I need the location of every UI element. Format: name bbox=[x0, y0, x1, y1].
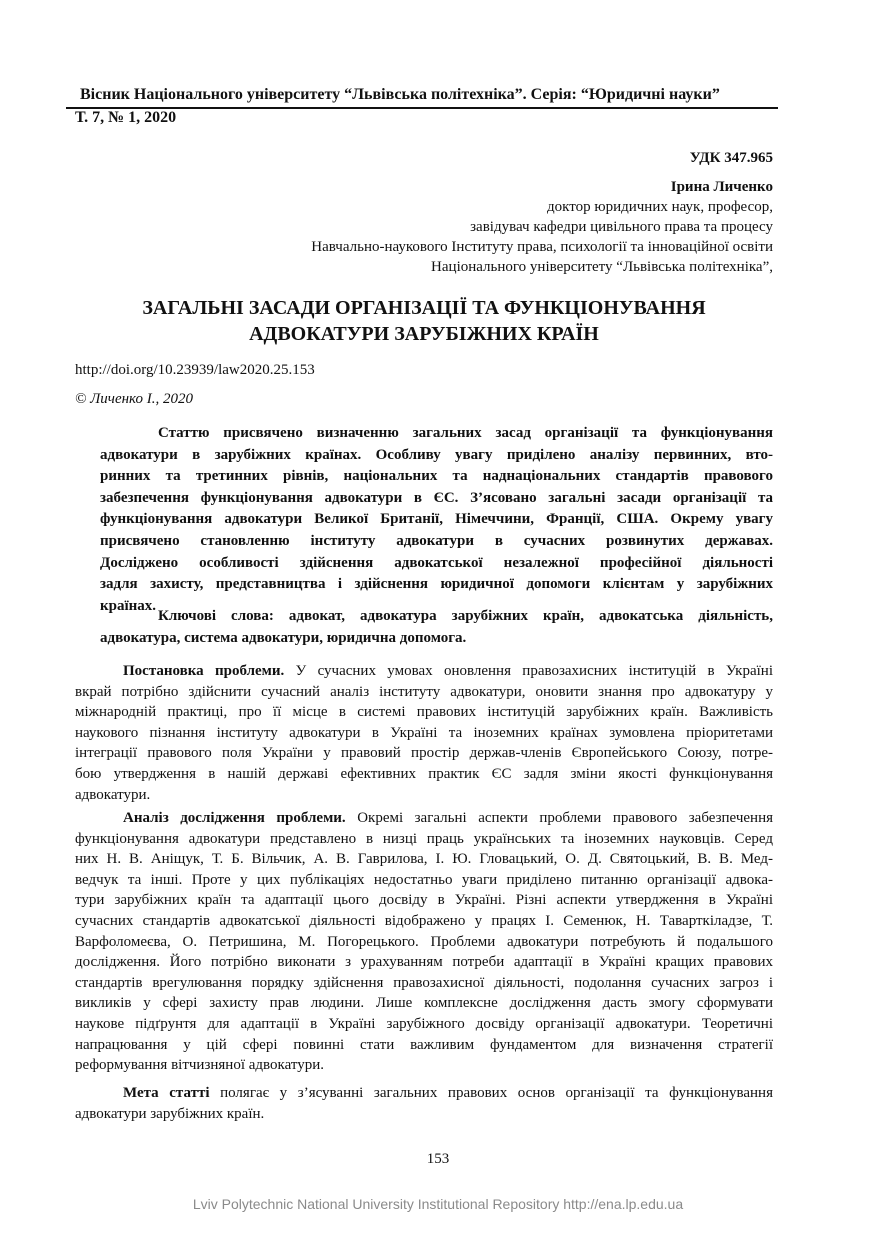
copyright: © Личенко І., 2020 bbox=[75, 391, 194, 407]
text-line bbox=[100, 606, 773, 628]
line-text: Окремі загальні аспекти проблеми правового забезпечення bbox=[345, 810, 774, 826]
line-text: них Н. В. Аніщук, Т. Б. Вільчик, А. В. Гаврилова, І. Ю. Гловацький, О. Д. Святоцький, В. В. Мед- bbox=[75, 851, 773, 868]
page-number: 153 bbox=[426, 1151, 450, 1167]
text-line bbox=[75, 764, 773, 785]
line-text: функціонування адвокатури Великої Британії, Німеччини, Франції, США. Окрему увагу bbox=[100, 511, 773, 528]
line-text: міжнародній практиці, про її місце в системі правових інституцій зарубіжних країн. Важливість bbox=[75, 704, 773, 721]
line-text: стандартів врегулювання порядку здійснення правозахисної діяльності, подолання сучасних загроз і bbox=[75, 974, 773, 991]
affiliation-line: Навчально-наукового Інституту права, психології та інноваційної освіти bbox=[311, 239, 773, 255]
line-text: задля захисту, представництва і здійснення юридичної допомоги клієнтам у зарубіжних bbox=[100, 576, 773, 593]
line-text: забезпечення функціонування адвокатури в ЄС. З’ясовано загальні засади організації та bbox=[100, 489, 773, 506]
udk-code: УДК 347.965 bbox=[689, 150, 773, 166]
text-line bbox=[75, 973, 773, 994]
line-text: сучасних стандартів адвокатської діяльності відображено у працях І. Семенюк, Н. Таварткіладзе, Т. bbox=[75, 912, 773, 929]
line-text: адвокатури зарубіжних країн. bbox=[75, 1105, 265, 1122]
line-text: ринних та третинних рівнів, національних та наднаціональних стандартів правового bbox=[100, 468, 773, 485]
text-line bbox=[100, 466, 773, 488]
line-text: адвокатури. bbox=[75, 786, 151, 803]
keywords bbox=[100, 606, 773, 649]
line-text: функціонування адвокатури представлено в низці праць українських та іноземних науковців. Серед bbox=[75, 830, 773, 847]
line-text: полягає у з’ясуванні загальних правових основ організації та функціонування bbox=[209, 1085, 773, 1101]
volume-info: Т. 7, № 1, 2020 bbox=[75, 109, 177, 126]
affiliation-line: Національного університету “Львівська політехніка”, bbox=[431, 259, 773, 275]
journal-title: Вісник Національного університету “Львівська політехніка”. Серія: “Юридичні науки” bbox=[80, 86, 720, 103]
text-line bbox=[100, 553, 773, 575]
text-line bbox=[100, 574, 773, 596]
line-text: вкрай потрібно здійснити сучасний аналіз інституту адвокатури, оновити знання про адвокатуру у bbox=[75, 683, 773, 700]
section-heading: Мета статті bbox=[123, 1085, 210, 1101]
line-text: Статтю присвячено визначенню загальних засад організації та функціонування bbox=[158, 425, 773, 441]
line-text: дослідження. Його потрібно виконати з урахуванням потреби адаптації в Україні кращих правових bbox=[75, 954, 773, 971]
text-line bbox=[75, 849, 773, 870]
text-line bbox=[75, 785, 773, 806]
text-line bbox=[75, 870, 773, 891]
line-text: наукове підґрунтя для адаптації в Україні зарубіжного досвіду організації адвокатури. Теоретичні bbox=[75, 1015, 773, 1032]
text-line bbox=[75, 682, 773, 703]
text-line bbox=[75, 952, 773, 973]
text-line bbox=[75, 723, 773, 744]
text-line bbox=[75, 1014, 773, 1035]
text-line bbox=[100, 488, 773, 510]
abstract bbox=[100, 423, 773, 617]
repository-footer: Lviv Polytechnic National University Institutional Repository http://ena.lp.edu.ua bbox=[192, 1196, 684, 1212]
line-text: наукового пізнання інституту адвокатури в Україні та іноземних країнах зумовлена пріоритетами bbox=[75, 724, 773, 741]
line-text: адвокатура, система адвокатури, юридична допомога. bbox=[100, 629, 467, 646]
line-text: адвокатури в зарубіжних країнах. Особливу увагу приділено аналізу первинних, вто- bbox=[100, 446, 773, 463]
section-problem-analysis bbox=[75, 808, 773, 1076]
article-title bbox=[75, 295, 773, 347]
text-line bbox=[75, 1035, 773, 1056]
line-text: У сучасних умовах оновлення правозахисних інституцій в Україні bbox=[284, 663, 773, 679]
text-line bbox=[100, 423, 773, 445]
affiliation-line: завідувач кафедри цивільного права та процесу bbox=[470, 219, 773, 235]
text-line bbox=[75, 702, 773, 723]
line-text: Ключові слова: адвокат, адвокатура зарубіжних країн, адвокатська діяльність, bbox=[158, 608, 773, 624]
author-name: Ірина Личенко bbox=[670, 179, 773, 195]
text-line bbox=[75, 932, 773, 953]
line-text: Варфоломеєва, О. Петришина, М. Погорецького. Проблеми адвокатури потребують й подальшого bbox=[75, 933, 773, 950]
text-line bbox=[75, 1104, 773, 1125]
text-line bbox=[75, 890, 773, 911]
line-text: реформування вітчизняної адвокатури. bbox=[75, 1057, 324, 1074]
text-line bbox=[75, 993, 773, 1014]
line-text: викликів у сфері захисту прав людини. Лише комплексне дослідження дасть змогу сформувати bbox=[75, 995, 773, 1012]
title-line: ЗАГАЛЬНІ ЗАСАДИ ОРГАНІЗАЦІЇ ТА ФУНКЦІОНУВАННЯ bbox=[142, 297, 706, 319]
doi-link[interactable]: http://doi.org/10.23939/law2020.25.153 bbox=[75, 362, 315, 378]
text-line bbox=[75, 829, 773, 850]
text-line bbox=[75, 743, 773, 764]
line-text: інтеграції правового поля України у правовий простір держав-членів Європейського Союзу, потре- bbox=[75, 745, 773, 762]
line-text: країнах. bbox=[100, 597, 157, 614]
line-text: напрацювання у цій сфері повинні стати важливим фундаментом для визначення стратегії bbox=[75, 1036, 773, 1053]
section-heading: Постановка проблеми. bbox=[123, 663, 285, 679]
text-line bbox=[75, 911, 773, 932]
title-line: АДВОКАТУРИ ЗАРУБІЖНИХ КРАЇН bbox=[249, 323, 599, 345]
text-line bbox=[75, 808, 773, 829]
section-problem-statement bbox=[75, 661, 773, 805]
section-article-goal bbox=[75, 1083, 773, 1124]
line-text: Досліджено особливості здійснення адвокатської незалежної професійної діяльності bbox=[100, 554, 773, 571]
text-line bbox=[75, 1055, 773, 1076]
affiliation-line: доктор юридичних наук, професор, bbox=[547, 199, 773, 215]
section-heading: Аналіз дослідження проблеми. bbox=[123, 810, 346, 826]
text-line bbox=[100, 628, 773, 650]
author-block bbox=[311, 177, 773, 277]
line-text: тури зарубіжних країн та адаптації цього досвіду в Україні. Різні аспекти утвердження в Україні bbox=[75, 892, 773, 909]
text-line bbox=[100, 445, 773, 467]
text-line bbox=[75, 661, 773, 682]
text-line bbox=[100, 531, 773, 553]
line-text: ведчук та інші. Проте у цих публікаціях недостатньо уваги приділено питанню організації адвока- bbox=[75, 871, 773, 888]
line-text: присвячено становленню інституту адвокатури в сучасних розвинутих державах. bbox=[100, 532, 773, 549]
text-line bbox=[100, 509, 773, 531]
text-line bbox=[75, 1083, 773, 1104]
line-text: бою утвердження в нашій державі ефективних практик ЄС задля зміни якості функціонування bbox=[75, 765, 773, 782]
